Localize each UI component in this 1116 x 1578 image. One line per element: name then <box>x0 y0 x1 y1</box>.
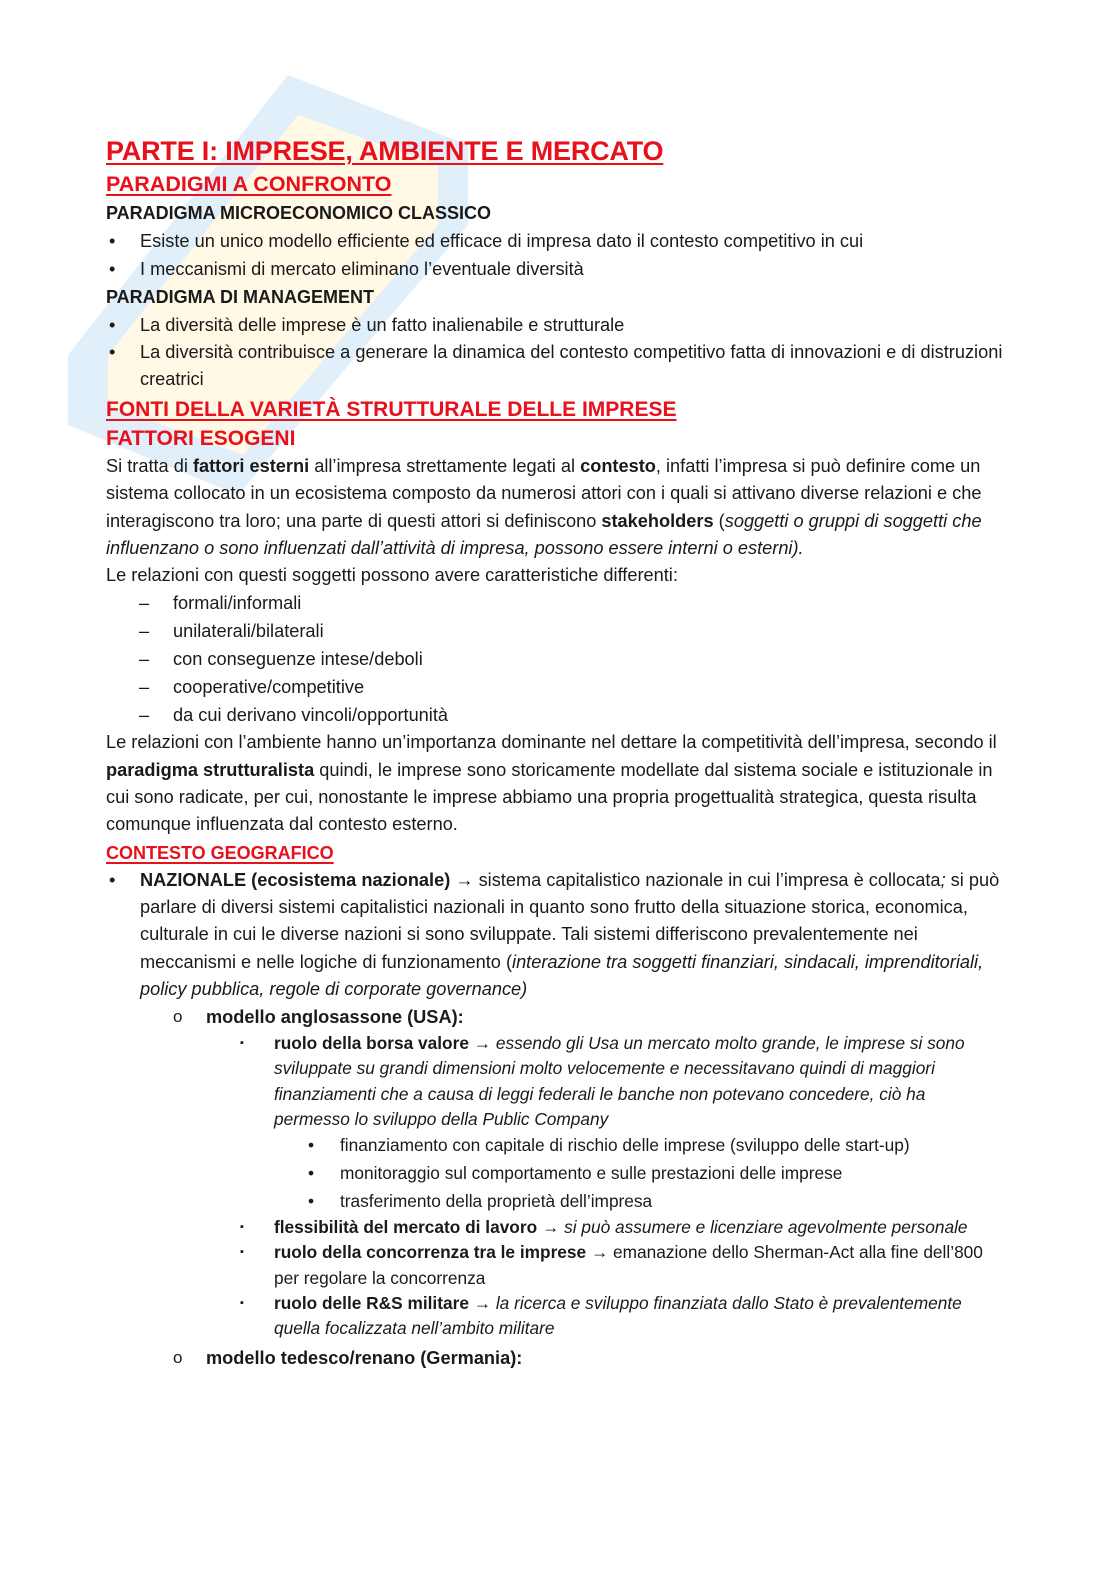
list-item: ▪ flessibilità del mercato di lavoro → si può assumere e licenziare agevolmente personale <box>106 1215 1006 1240</box>
paragraph-ambiente: Le relazioni con l’ambiente hanno un’importanza dominante nel dettare la competitività dell’impresa, secondo il paradigma strutturalista quindi, le imprese sono storicamente modellate dal sistema sociale e istituzionale in cui sono radicate, per cui, nonostante le imprese abbiamo una propria progettualità strategica, questa risulta comunque influenzata dal contesto esterno. <box>106 732 997 835</box>
subheading-fattori-esogeni: FATTORI ESOGENI <box>106 427 296 450</box>
list-item: – formali/informali <box>106 589 1006 617</box>
square-bullet-icon: ▪ <box>240 1221 244 1234</box>
list-item: ▪ ruolo della borsa valore → essendo gli Usa un mercato molto grande, le imprese si sono sviluppate su grandi dimensioni molto velocemente e necessitavano quindi di maggiori finanziamenti che a causa di leggi federali le banche non potevano concedere, ciò ha permesso lo sviluppo della Public Company <box>240 1033 965 1130</box>
list-item: • Esiste un unico modello efficiente ed efficace di impresa dato il contesto competitivo in cui <box>106 227 1006 255</box>
bullet-icon: • <box>109 259 116 279</box>
arrow-icon: → <box>473 1033 492 1054</box>
square-bullet-icon: ▪ <box>240 1297 244 1310</box>
square-bullet-icon: ▪ <box>240 1037 244 1050</box>
list-item: ▪ ruolo delle R&S militare → la ricerca e sviluppo finanziata dallo Stato è prevalentemente quella focalizzata nell’ambito militare <box>240 1293 962 1339</box>
section-heading-contesto-geografico: CONTESTO GEOGRAFICO <box>106 842 334 863</box>
list-item: • La diversità contribuisce a generare la dinamica del contesto competitivo fatta di innovazioni e di distruzioni creatrici <box>106 339 1006 393</box>
list-item-usa: o modello anglosassone (USA): <box>106 1003 1006 1031</box>
list-item: • monitoraggio sul comportamento e sulle prestazioni delle imprese <box>106 1160 1006 1188</box>
subheading-microeconomico: PARADIGMA MICROECONOMICO CLASSICO <box>106 203 491 223</box>
bullet-icon: • <box>109 342 116 362</box>
arrow-icon: → <box>541 1217 560 1238</box>
list-item-nazionale: • NAZIONALE (ecosistema nazionale) → sistema capitalistico nazionale in cui l’impresa è collocata; si può parlare di diversi sistemi capitalistici nazionali in quanto sono frutto della situazione storica, economica, culturale in cui le diverse nazioni si sono sviluppate. Tali sistemi differiscono prevalentemente nei meccanismi e nelle logiche di funzionamento (interazione tra soggetti finanziari, sindacali, imprenditoriali, policy pubblica, regole di corporate governance) <box>106 867 1006 1003</box>
square-bullet-icon: ▪ <box>240 1246 244 1259</box>
list-item-germania: o modello tedesco/renano (Germania): <box>106 1344 1006 1372</box>
dash-icon: – <box>139 649 150 670</box>
paragraph-fattori: Si tratta di fattori esterni all’impresa strettamente legati al contesto, infatti l’impresa si può definire come un sistema collocato in un ecosistema composto da numerosi attori con i quali si attivano diverse relazioni e che interagiscono tra loro; una parte di questi attori si definiscono stakeholders (soggetti o gruppi di soggetti che influenzano o sono influenzati dall’attività di impresa, possono essere interni o esterni). <box>106 456 982 558</box>
section-heading-paradigmi: PARADIGMI A CONFRONTO <box>106 172 392 196</box>
bullet-icon: • <box>308 1162 315 1183</box>
list-item: – unilaterali/bilaterali <box>106 617 1006 645</box>
list-item: – cooperative/competitive <box>106 673 1006 701</box>
arrow-icon: → <box>473 1293 492 1314</box>
arrow-icon: → <box>455 869 474 890</box>
list-item: – con conseguenze intese/deboli <box>106 645 1006 673</box>
bullet-icon: • <box>109 315 116 335</box>
bullet-icon: • <box>308 1135 315 1156</box>
list-item: • I meccanismi di mercato eliminano l’eventuale diversità <box>106 255 1006 283</box>
list-item: • trasferimento della proprietà dell’impresa <box>106 1188 1006 1216</box>
list-item: – da cui derivano vincoli/opportunità <box>106 701 1006 729</box>
list-item: • La diversità delle imprese è un fatto inalienabile e strutturale <box>106 311 1006 339</box>
dash-icon: – <box>139 677 150 698</box>
dash-icon: – <box>139 593 150 614</box>
bullet-icon: • <box>308 1190 315 1211</box>
circle-bullet-icon: o <box>173 1007 183 1027</box>
list-item: • finanziamento con capitale di rischio delle imprese (sviluppo delle start-up) <box>106 1132 1006 1160</box>
circle-bullet-icon: o <box>173 1347 183 1367</box>
bullet-icon: • <box>109 869 116 890</box>
bullet-icon: • <box>109 231 116 251</box>
arrow-icon: → <box>590 1242 609 1263</box>
page-title: PARTE I: IMPRESE, AMBIENTE E MERCATO <box>106 136 664 166</box>
dash-icon: – <box>139 621 150 642</box>
document-page <box>106 133 1006 1372</box>
list-item: ▪ ruolo della concorrenza tra le imprese → emanazione dello Sherman-Act alla fine dell’800 per regolare la concorrenza <box>240 1242 983 1288</box>
dash-icon: – <box>139 705 150 726</box>
subheading-management: PARADIGMA DI MANAGEMENT <box>106 287 374 307</box>
section-heading-fonti: FONTI DELLA VARIETÀ STRUTTURALE DELLE IMPRESE <box>106 398 677 421</box>
paragraph-relazioni: Le relazioni con questi soggetti possono avere caratteristiche differenti: <box>106 565 678 586</box>
